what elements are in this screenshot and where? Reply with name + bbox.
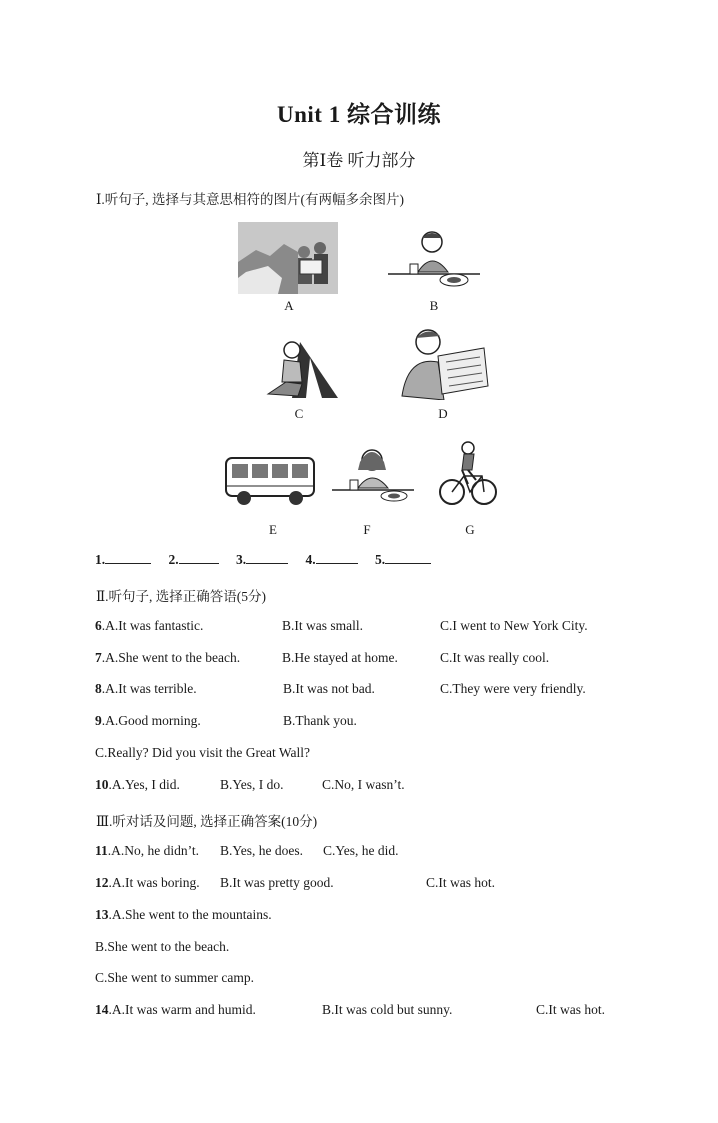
question-6-option-b: B.It was small.: [282, 618, 363, 633]
blank-1-label: 1.: [95, 552, 106, 567]
question-11: 11.A.No, he didn’t.: [95, 843, 200, 858]
picture-label-g: G: [465, 522, 475, 537]
question-13-option-b: B.She went to the beach.: [95, 939, 230, 954]
blank-4[interactable]: [316, 551, 358, 564]
question-9-option-c: C.Really? Did you visit the Great Wall?: [95, 745, 310, 760]
section-subtitle: 第Ⅰ卷 听力部分: [302, 151, 416, 170]
question-12: 12.A.It was boring.: [95, 875, 200, 890]
question-6: 6.A.It was fantastic.: [95, 618, 204, 633]
blank-5[interactable]: [385, 551, 431, 564]
bus-image: [224, 454, 316, 508]
question-7: 7.A.She went to the beach.: [95, 650, 241, 665]
section-1-instruction: Ⅰ.听句子, 选择与其意思相符的图片(有两幅多余图片): [96, 192, 404, 207]
question-7-option-b: B.He stayed at home.: [282, 650, 398, 665]
boy-eating-image: [388, 228, 480, 294]
girl-eating-image: [332, 446, 414, 508]
question-9-option-b: B.Thank you.: [283, 713, 357, 728]
question-12-option-b: B.It was pretty good.: [220, 875, 334, 890]
question-7-option-c: C.It was really cool.: [440, 650, 550, 665]
girl-bicycle-image: [438, 440, 498, 508]
picture-label-d: D: [438, 406, 448, 421]
question-10-option-b: B.Yes, I do.: [220, 777, 284, 792]
picture-label-f: F: [363, 522, 371, 537]
picture-label-b: B: [429, 298, 439, 313]
blank-3[interactable]: [246, 551, 288, 564]
page-title: Unit 1 综合训练: [277, 102, 441, 127]
question-10: 10.A.Yes, I did.: [95, 777, 180, 792]
picture-label-a: A: [284, 298, 294, 313]
question-11-option-b: B.Yes, he does.: [220, 843, 304, 858]
question-14-option-c: C.It was hot.: [536, 1002, 605, 1017]
question-11-option-c: C.Yes, he did.: [323, 843, 399, 858]
question-8-option-c: C.They were very friendly.: [440, 681, 586, 696]
hikers-map-image: [238, 222, 338, 294]
boy-tent-image: [262, 336, 338, 400]
question-13-option-c: C.She went to summer camp.: [95, 970, 254, 985]
question-8: 8.A.It was terrible.: [95, 681, 197, 696]
question-12-option-c: C.It was hot.: [426, 875, 495, 890]
blank-3-label: 3.: [236, 552, 247, 567]
section-2-instruction: Ⅱ.听句子, 选择正确答语(5分): [96, 589, 267, 604]
blank-5-label: 5.: [375, 552, 386, 567]
answer-blank-row: [95, 551, 431, 568]
blank-4-label: 4.: [305, 552, 316, 567]
picture-label-e: E: [269, 522, 277, 537]
question-14-option-b: B.It was cold but sunny.: [322, 1002, 453, 1017]
question-9: 9.A.Good morning.: [95, 713, 201, 728]
blank-2[interactable]: [179, 551, 219, 564]
picture-label-c: C: [294, 406, 304, 421]
question-14: 14.A.It was warm and humid.: [95, 1002, 256, 1017]
question-8-option-b: B.It was not bad.: [283, 681, 375, 696]
question-13: 13.A.She went to the mountains.: [95, 907, 272, 922]
man-newspaper-image: [398, 326, 490, 400]
blank-1[interactable]: [105, 551, 151, 564]
question-10-option-c: C.No, I wasn’t.: [322, 777, 405, 792]
blank-2-label: 2.: [168, 552, 179, 567]
section-3-instruction: Ⅲ.听对话及问题, 选择正确答案(10分): [96, 814, 318, 829]
question-6-option-c: C.I went to New York City.: [440, 618, 588, 633]
